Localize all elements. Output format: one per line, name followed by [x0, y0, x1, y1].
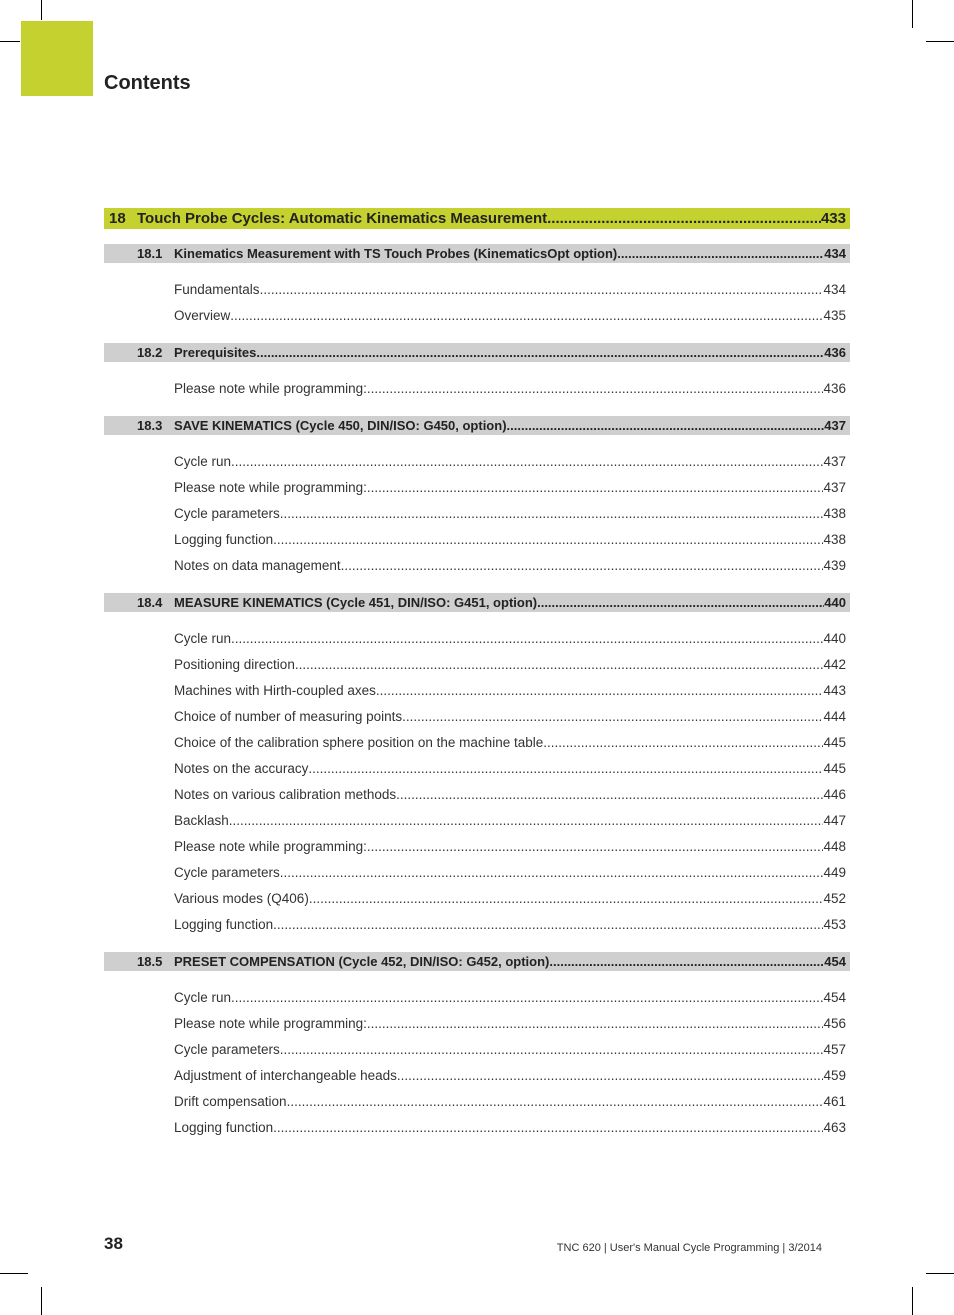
toc-entry-row[interactable]: [104, 503, 850, 523]
leader-dots: [549, 954, 824, 969]
toc-entry-row[interactable]: [104, 862, 850, 882]
leader-dots: [231, 631, 823, 646]
entry-title: Drift compensation: [174, 1093, 287, 1109]
section-number: 18.5: [137, 954, 163, 969]
leader-dots: [367, 1016, 824, 1031]
section-page: 437: [824, 418, 846, 433]
entry-page: 454: [823, 989, 846, 1005]
entry-title: Logging function: [174, 1119, 274, 1135]
entry-title: Various modes (Q406): [174, 890, 309, 906]
toc-entry-row[interactable]: [104, 529, 850, 549]
entry-title: Backlash: [174, 812, 229, 828]
toc-entry-row[interactable]: [104, 987, 850, 1007]
page-title: Contents: [104, 72, 191, 94]
toc-section-row[interactable]: [104, 593, 850, 612]
leader-dots: [617, 246, 824, 261]
entry-page: 461: [823, 1093, 846, 1109]
leader-dots: [507, 418, 825, 433]
entry-title: Please note while programming:: [174, 380, 367, 396]
entry-title: Notes on the accuracy: [174, 760, 309, 776]
toc-entry-row[interactable]: [104, 706, 850, 726]
crop-mark: [912, 1287, 913, 1315]
leader-dots: [231, 990, 823, 1005]
crop-mark: [41, 1287, 42, 1315]
leader-dots: [273, 1120, 823, 1135]
entry-title: Cycle run: [174, 989, 232, 1005]
section-number: 18.2: [137, 345, 163, 360]
leader-dots: [229, 813, 824, 828]
toc-entry-row[interactable]: [104, 680, 850, 700]
header-accent-block: [21, 21, 93, 96]
entry-page: 459: [823, 1067, 846, 1083]
leader-dots: [230, 308, 823, 323]
entry-page: 445: [823, 734, 846, 750]
leader-dots: [402, 709, 823, 724]
entry-title: Positioning direction: [174, 656, 295, 672]
entry-title: Logging function: [174, 531, 274, 547]
crop-mark: [926, 1273, 954, 1274]
leader-dots: [295, 657, 824, 672]
toc-entry-row[interactable]: [104, 732, 850, 752]
toc-entry-row[interactable]: [104, 784, 850, 804]
entry-page: 438: [823, 531, 846, 547]
entry-title: Adjustment of interchangeable heads: [174, 1067, 397, 1083]
entry-title: Please note while programming:: [174, 838, 367, 854]
entry-page: 448: [823, 838, 846, 854]
toc-entry-row[interactable]: [104, 1013, 850, 1033]
leader-dots: [341, 558, 824, 573]
entry-title: Cycle run: [174, 453, 232, 469]
entry-page: 453: [823, 916, 846, 932]
toc-entry-row[interactable]: [104, 1091, 850, 1111]
toc-entry-row[interactable]: [104, 451, 850, 471]
toc-entry-row[interactable]: [104, 305, 850, 325]
entry-title: Cycle parameters: [174, 864, 280, 880]
entry-page: 437: [823, 479, 846, 495]
toc-entry-row[interactable]: [104, 555, 850, 575]
entry-title: Overview: [174, 307, 231, 323]
entry-page: 449: [823, 864, 846, 880]
entry-page: 434: [823, 281, 846, 297]
section-title: Kinematics Measurement with TS Touch Probes (KinematicsOpt option): [174, 246, 618, 261]
entry-page: 457: [823, 1041, 846, 1057]
section-title: Prerequisites: [174, 345, 257, 360]
entry-page: 446: [823, 786, 846, 802]
leader-dots: [547, 210, 821, 227]
toc-entry-row[interactable]: [104, 914, 850, 934]
toc-entry-row[interactable]: [104, 1065, 850, 1085]
section-number: 18.3: [137, 418, 163, 433]
leader-dots: [376, 683, 824, 698]
toc-entry-row[interactable]: [104, 1117, 850, 1137]
entry-page: 435: [823, 307, 846, 323]
entry-title: Cycle parameters: [174, 505, 280, 521]
crop-mark: [0, 41, 20, 42]
leader-dots: [397, 1068, 824, 1083]
crop-mark: [41, 0, 42, 20]
toc-entry-row[interactable]: [104, 758, 850, 778]
entry-title: Notes on various calibration methods: [174, 786, 397, 802]
toc-section-row[interactable]: [104, 416, 850, 435]
toc-entry-row[interactable]: [104, 477, 850, 497]
chapter-page: 433: [820, 210, 846, 227]
entry-page: 437: [823, 453, 846, 469]
leader-dots: [273, 532, 823, 547]
entry-page: 447: [823, 812, 846, 828]
entry-page: 436: [823, 380, 846, 396]
entry-title: Cycle parameters: [174, 1041, 280, 1057]
entry-page: 439: [823, 557, 846, 573]
crop-mark: [912, 0, 913, 28]
entry-page: 463: [823, 1119, 846, 1135]
leader-dots: [543, 735, 823, 750]
toc-entry-row[interactable]: [104, 378, 850, 398]
leader-dots: [367, 480, 824, 495]
toc-entry-row[interactable]: [104, 279, 850, 299]
leader-dots: [231, 454, 823, 469]
toc-section-row[interactable]: [104, 244, 850, 263]
crop-mark: [926, 41, 954, 42]
section-page: 434: [824, 246, 846, 261]
entry-title: Fundamentals: [174, 281, 260, 297]
entry-page: 442: [823, 656, 846, 672]
entry-page: 456: [823, 1015, 846, 1031]
leader-dots: [280, 865, 824, 880]
entry-title: Please note while programming:: [174, 1015, 367, 1031]
section-page: 440: [824, 595, 846, 610]
leader-dots: [280, 1042, 824, 1057]
entry-page: 440: [823, 630, 846, 646]
leader-dots: [367, 381, 824, 396]
section-title: PRESET COMPENSATION (Cycle 452, DIN/ISO: G452, option): [174, 954, 550, 969]
toc-entry-row[interactable]: [104, 810, 850, 830]
section-number: 18.4: [137, 595, 163, 610]
entry-title: Choice of the calibration sphere position on the machine table: [174, 734, 544, 750]
section-title: MEASURE KINEMATICS (Cycle 451, DIN/ISO: G451, option): [174, 595, 538, 610]
entry-page: 443: [823, 682, 846, 698]
entry-title: Cycle run: [174, 630, 232, 646]
crop-mark: [0, 1273, 28, 1274]
section-page: 436: [824, 345, 846, 360]
leader-dots: [309, 891, 824, 906]
leader-dots: [367, 839, 824, 854]
entry-page: 452: [823, 890, 846, 906]
entry-title: Please note while programming:: [174, 479, 367, 495]
entry-page: 438: [823, 505, 846, 521]
leader-dots: [287, 1094, 824, 1109]
chapter-title: Touch Probe Cycles: Automatic Kinematics Measurement: [137, 210, 548, 227]
entry-title: Logging function: [174, 916, 274, 932]
leader-dots: [273, 917, 823, 932]
entry-title: Notes on data management: [174, 557, 341, 573]
footer-text: TNC 620 | User's Manual Cycle Programming | 3/2014: [556, 1242, 822, 1254]
chapter-number: 18: [109, 210, 126, 227]
toc-entry-row[interactable]: [104, 888, 850, 908]
toc-section-row[interactable]: [104, 952, 850, 971]
entry-page: 445: [823, 760, 846, 776]
entry-title: Choice of number of measuring points: [174, 708, 403, 724]
section-number: 18.1: [137, 246, 163, 261]
entry-page: 444: [823, 708, 846, 724]
leader-dots: [256, 345, 824, 360]
leader-dots: [280, 506, 824, 521]
section-page: 454: [824, 954, 846, 969]
section-title: SAVE KINEMATICS (Cycle 450, DIN/ISO: G450, option): [174, 418, 507, 433]
toc-chapter-row[interactable]: [104, 208, 850, 229]
footer-page-number: 38: [104, 1234, 123, 1253]
toc-entry-row[interactable]: [104, 836, 850, 856]
toc-entry-row[interactable]: [104, 1039, 850, 1059]
toc-entry-row[interactable]: [104, 628, 850, 648]
leader-dots: [308, 761, 823, 776]
leader-dots: [396, 787, 823, 802]
entry-title: Machines with Hirth-coupled axes: [174, 682, 376, 698]
toc-entry-row[interactable]: [104, 654, 850, 674]
leader-dots: [260, 282, 824, 297]
leader-dots: [537, 595, 824, 610]
toc-section-row[interactable]: [104, 343, 850, 362]
